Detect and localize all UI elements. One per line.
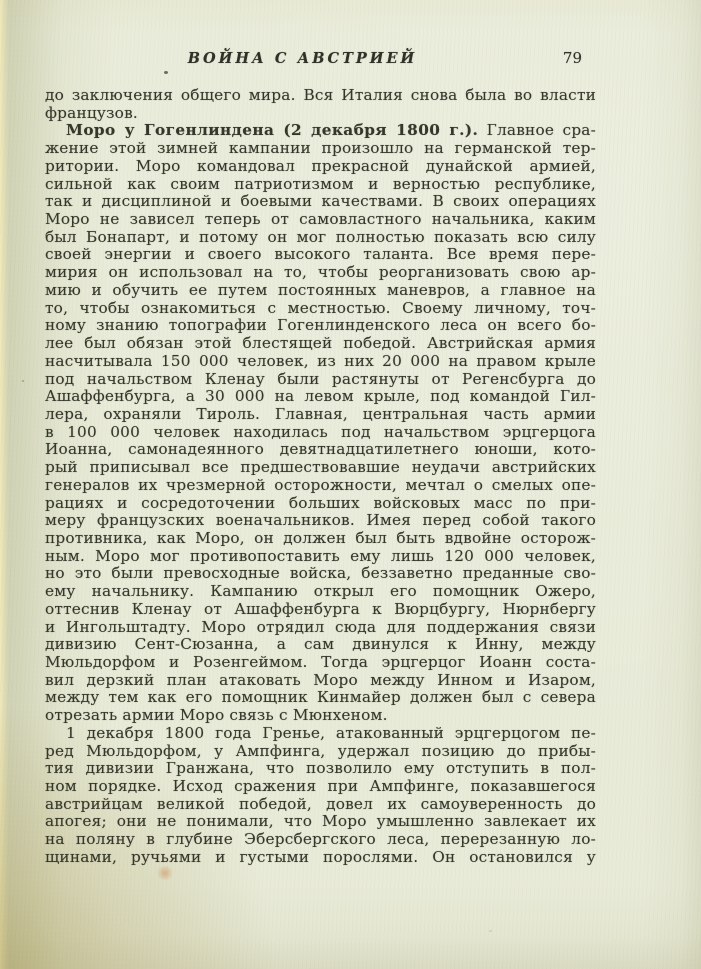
text-line: мирия он использовал на то, чтобы реорганизовать свою ар- bbox=[45, 263, 596, 282]
page-number: 79 bbox=[562, 49, 582, 67]
text-line: ему начальнику. Кампанию открыл его помощник Ожеро, bbox=[45, 582, 596, 601]
text-line: лее был обязан этой блестящей победой. Австрийская армия bbox=[45, 334, 596, 353]
ink-speck bbox=[22, 380, 24, 382]
text-line: но это были превосходные войска, беззаветно преданные сво- bbox=[45, 564, 596, 583]
text-line: ред Мюльдорфом, у Ампфинга, удержал позицию до прибы- bbox=[45, 741, 596, 760]
text-line: своей энергии и своего высокого таланта. Все время пере- bbox=[45, 245, 596, 264]
text-line: насчитывала 150 000 человек, из них 20 000 на правом крыле bbox=[45, 351, 596, 370]
text-line: генералов их чрезмерной осторожности, мечтал о смелых опе- bbox=[45, 475, 596, 494]
text-line: так и дисциплиной и боевыми качествами. В своих операциях bbox=[45, 192, 596, 211]
text-line: ритории. Моро командовал прекрасной дунайской армией, bbox=[45, 156, 596, 175]
text-line: Моро у Гогенлиндена (2 декабря 1800 г.). Главное сра- bbox=[66, 121, 596, 140]
section-heading-bold: Моро у Гогенлиндена (2 декабря 1800 г.). bbox=[66, 121, 479, 140]
text-line: 1 декабря 1800 года Гренье, атакованный эрцгерцогом пе- bbox=[66, 723, 596, 742]
text-line: Моро не зависел теперь от самовластного начальника, каким bbox=[45, 210, 596, 229]
text-block bbox=[45, 87, 596, 867]
ink-speck bbox=[164, 71, 168, 74]
text-line: был Бонапарт, и потому он мог полностью показать всю силу bbox=[45, 227, 596, 246]
stain-mark bbox=[156, 866, 174, 880]
text-line: Мюльдорфом и Розенгеймом. Тогда эрцгерцог Иоанн соста- bbox=[45, 653, 596, 671]
text-line: под начальством Кленау были растянуты от Регенсбурга до bbox=[45, 369, 596, 388]
text-line: ным. Моро мог противопоставить ему лишь 120 000 человек, bbox=[45, 546, 596, 565]
text-line: дивизию Сент-Сюзанна, а сам двинулся к Инну, между bbox=[45, 635, 596, 654]
text-line: щинами, ручьями и густыми порослями. Он остановился у bbox=[45, 847, 596, 866]
text-line: оттеснив Кленау от Ашаффенбурга к Вюрцбургу, Нюрнбергу bbox=[45, 599, 596, 618]
text-line: тия дивизии Гранжана, что позволило ему отступить в пол- bbox=[45, 759, 596, 778]
text-line: между тем как его помощник Кинмайер должен был с севера bbox=[45, 688, 596, 707]
text-line: и Ингольштадту. Моро отрядил сюда для поддержания связи bbox=[45, 617, 596, 636]
text-line: рый приписывал все предшествовавшие неудачи австрийских bbox=[45, 458, 596, 477]
text-line: на поляну в глубине Эберсбергского леса, перерезанную ло- bbox=[45, 830, 596, 849]
text-line: вил дерзкий план атаковать Моро между Инном и Изаром, bbox=[45, 670, 596, 689]
text-line: австрийцам великой победой, довел их самоуверенность до bbox=[45, 794, 596, 813]
text-line: лера, охраняли Тироль. Главная, центральная часть армии bbox=[45, 404, 596, 423]
text-line: противника, как Моро, он должен был быть вдвойне осторож- bbox=[45, 528, 596, 547]
text-line: до заключения общего мира. Вся Италия снова была во власти bbox=[45, 86, 596, 104]
text-line: то, чтобы ознакомиться с местностью. Своему личному, точ- bbox=[45, 298, 596, 317]
text-line: Иоанна, самонадеянного девятнадцатилетнего юноши, кото- bbox=[45, 440, 596, 459]
text-line: ному знанию топографии Гогенлинденского леса он всего бо- bbox=[45, 316, 596, 335]
text-line: отрезать армии Моро связь с Мюнхеном. bbox=[45, 706, 388, 725]
text-line: меру французских военачальников. Имея перед собой такого bbox=[45, 511, 596, 530]
running-head-title: ВОЙНА С АВСТРИЕЙ bbox=[187, 50, 418, 67]
running-head bbox=[45, 48, 596, 68]
text-line: сильной как своим патриотизмом и верностью республике, bbox=[45, 174, 596, 193]
text-line: апогея; они не понимали, что Моро умышленно завлекает их bbox=[45, 812, 596, 831]
ink-speck bbox=[489, 930, 492, 932]
text-line: мию и обучить ее путем постоянных маневров, а главное на bbox=[45, 280, 596, 299]
text-line: ном порядке. Исход сражения при Ампфинге, показавшегося bbox=[45, 777, 596, 796]
text-line: в 100 000 человек находилась под начальством эрцгерцога bbox=[45, 422, 596, 441]
text-line: жение этой зимней кампании произошло на германской тер- bbox=[45, 139, 596, 158]
text-line: Ашаффенбурга, а 30 000 на левом крыле, под командой Гил- bbox=[45, 387, 596, 406]
text-line: рациях и сосредоточении больших войсковых масс по при- bbox=[45, 493, 596, 512]
text-line: французов. bbox=[45, 103, 138, 122]
